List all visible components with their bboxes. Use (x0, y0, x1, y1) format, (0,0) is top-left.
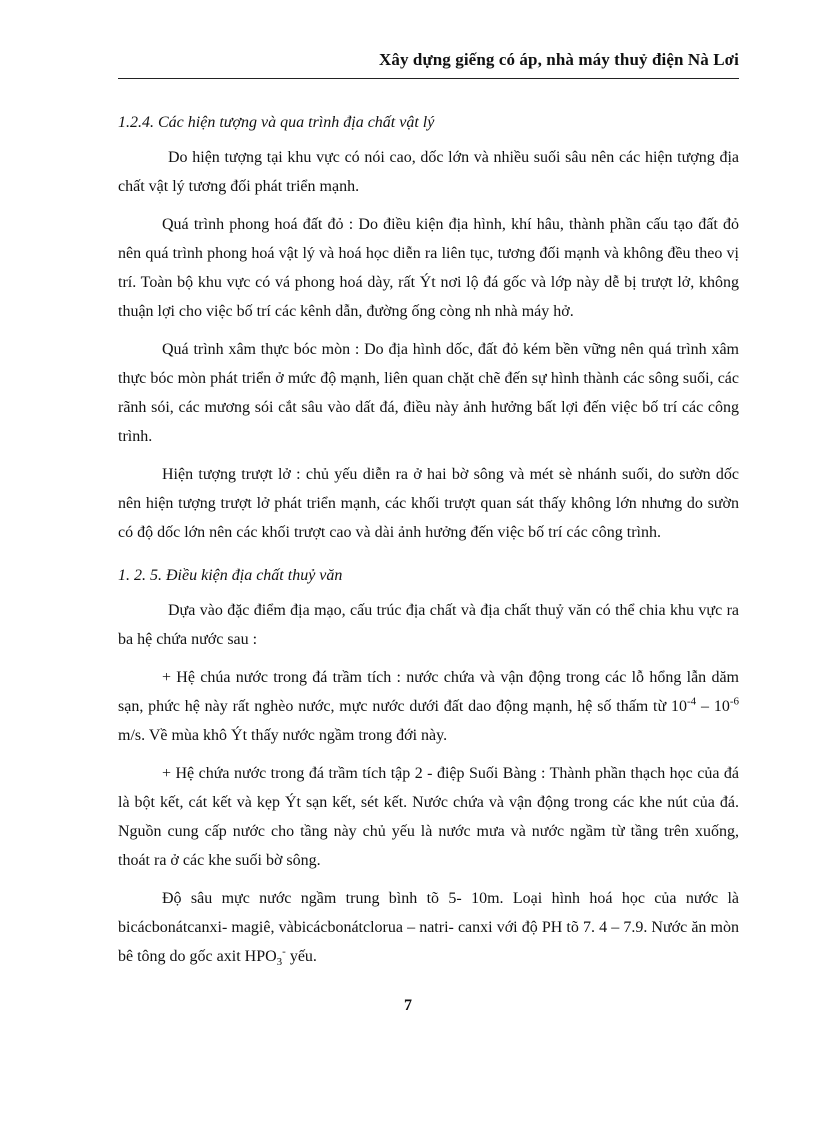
paragraph: Hiện tượng trượt lở : chủ yếu diễn ra ở hai bờ sông và mét sè nhánh suối, do sườn dốc nên hiện tượng trượt lở phát triển mạnh, các khối trượt quan sát thấy không lớn nhưng do sườn có độ dốc lớn nên các khối trượt cao và dài ảnh hưởng đến việc bố trí các công trình. (118, 466, 739, 541)
text: – 10 (696, 698, 730, 715)
text: Độ sâu mực nước ngầm trung bình tõ 5- 10m. Loại hình hoá học của nước là bicácbonátcanxi- magiê, vàbicácbonátclorua – natri- canxi với độ PH tõ 7. 4 – 7.9. Nước ăn mòn bê tông do gốc axit HPO (118, 890, 739, 965)
text: yếu. (285, 948, 317, 965)
paragraph: Dựa vào đặc điểm địa mạo, cấu trúc địa chất và địa chất thuỷ văn có thể chia khu vực ra ba hệ chứa nước sau : (118, 602, 739, 648)
paragraph: Quá trình phong hoá đất đỏ : Do điều kiện địa hình, khí hâu, thành phần cấu tạo đất đỏ nên quá trình phong hoá vật lý và hoá học diễn ra liên tục, tương đối mạnh và không đều theo vị trí. Toàn bộ khu vực có vá phong hoá dày, rất Ýt nơi lộ đá gốc và lớp này dễ bị trượt lở, không thuận lợi cho việc bố trí các kênh dẫn, đường ống còng nh nhà máy hở. (118, 216, 739, 320)
paragraph-depth (118, 884, 739, 971)
page-number: 7 (404, 997, 412, 1014)
page-content (118, 111, 739, 980)
paragraph-item-2: + Hệ chứa nước trong đá trầm tích tập 2 - điệp Suối Bàng : Thành phần thạch học của đá là bột kết, cát kết và kẹp Ýt sạn kết, sét kết. Nước chứa và vận động trong các khe nút của đá. Nguồn cung cấp nước cho tầng này chủ yếu là nước mưa và nước ngầm từ tầng trên xuống, thoát ra ở các khe suối bờ sông. (118, 765, 739, 869)
subscript: 3 (276, 956, 283, 969)
exponent: -6 (729, 695, 740, 708)
paragraph: Do hiện tượng tại khu vực có nói cao, dốc lớn và nhiều suối sâu nên các hiện tượng địa chất vật lý tương đối phát triển mạnh. (118, 149, 739, 195)
header-title: Xây dựng giếng có áp, nhà máy thuỷ điện Nà Lơi (378, 50, 739, 69)
section-title-1-2-4: 1.2.4. Các hiện tượng và qua trình địa chất vật lý (118, 114, 435, 131)
exponent: -4 (687, 695, 697, 708)
paragraph: Quá trình xâm thực bóc mòn : Do địa hình dốc, đất đỏ kém bền vững nên quá trình xâm thực bóc mòn phát triển ở mức độ mạnh, liên quan chặt chẽ đến sự hình thành các sông suối, các rãnh sói, các mương sói cắt sâu vào dất đá, điều này ảnh hưởng bất lợi đến việc bố trí các công trình. (118, 341, 739, 445)
section-title-1-2-5: 1. 2. 5. Điều kiện địa chất thuỷ văn (118, 567, 343, 584)
page-header (118, 50, 739, 79)
superscript: - (282, 945, 286, 958)
text: m/s. Về mùa khô Ýt thấy nước ngầm trong đới này. (118, 727, 448, 744)
paragraph-item-1 (118, 663, 739, 750)
text: + Hệ chúa nước trong đá trầm tích : nước chứa và vận động trong các lỗ hổng lẫn dăm sạn, phức hệ này rất nghèo nước, mực nước dưới đất dao động mạnh, hệ số thấm từ 10 (118, 669, 739, 715)
